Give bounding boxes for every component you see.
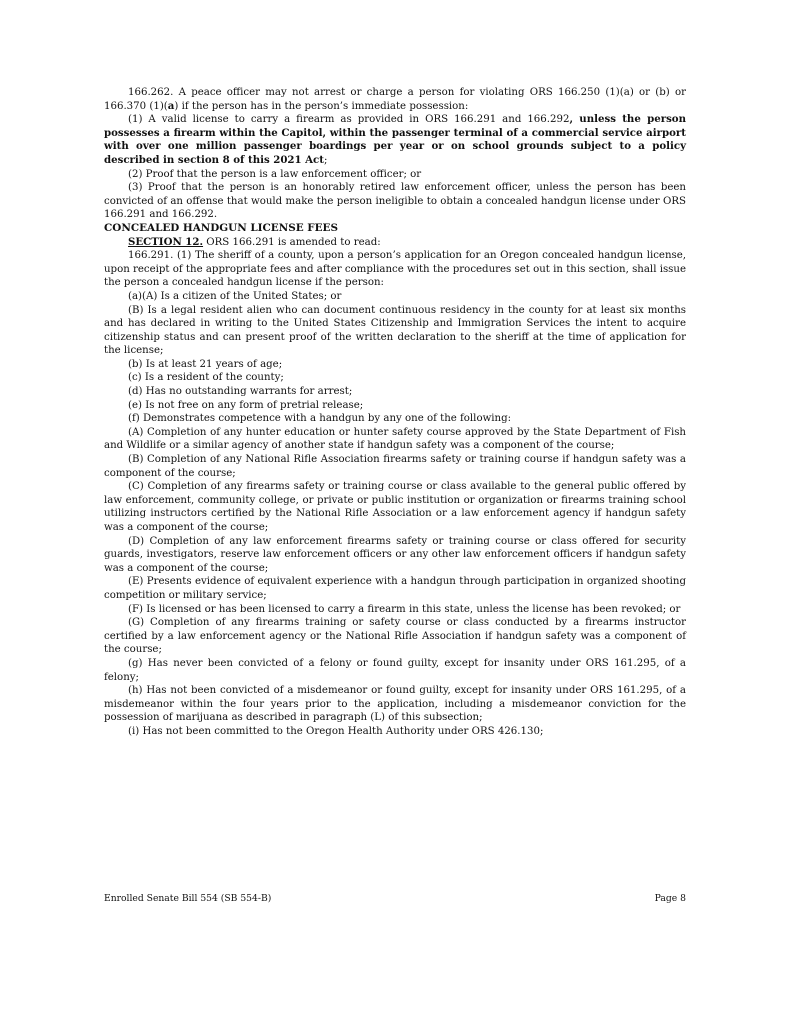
- document-body: [104, 86, 686, 739]
- list-item: (C) Completion of any firearms safety or training course or class available to the general public offered by law enforcement, community college, or private or public institution or organization or firearms training school utilizing instructors certified by the National Rifle Association or a law enforcement agency if handgun safety was a component of the course;: [104, 481, 686, 533]
- item-1: (1) A valid license to carry a firearm as provided in ORS 166.291 and 166.292, unless the person possesses a firearm within the Capitol, within the passenger terminal of a commercial service airport with over one million passenger boardings per year or on school grounds subject to a policy described in section 8 of this 2021 Act;: [104, 113, 687, 166]
- list-item: (D) Completion of any law enforcement firearms safety or training course or class offered for security guards, investigators, reserve law enforcement officers or any other law enforcement officers if handgun safety was a component of the course;: [104, 535, 686, 574]
- list-item: (B) Completion of any National Rifle Association firearms safety or training course if handgun safety was a component of the course;: [104, 454, 686, 479]
- section-heading: CONCEALED HANDGUN LICENSE FEES: [104, 221, 338, 234]
- list-item: (A) Completion of any hunter education or hunter safety course approved by the State Department of Fish and Wildlife or a similar agency of another state if handgun safety was a component of the course;: [104, 426, 686, 452]
- list-item: (G) Completion of any firearms training or safety course or class conducted by a firearms instructor certified by a law enforcement agency or the National Rifle Association if handgun safety was a component of the course;: [104, 617, 686, 656]
- item-3: (3) Proof that the person is an honorably retired law enforcement officer, unless the person has been convicted of an offense that would make the person ineligible to obtain a concealed handgun license under ORS 166.291 and 166.292.: [104, 182, 686, 221]
- list-item: (F) Is licensed or has been licensed to carry a firearm in this state, unless the license has been revoked; or: [128, 603, 681, 615]
- list-item: (B) Is a legal resident alien who can document continuous residency in the county for at least six months and has declared in writing to the United States Citizenship and Immigration Services the intent to acquire citizenship status and can present proof of the written declaration to the sheriff at the time of application for the license;: [104, 304, 686, 357]
- item-2: (2) Proof that the person is a law enforcement officer; or: [128, 168, 422, 180]
- list-item: (g) Has never been convicted of a felony or found guilty, except for insanity under ORS 161.295, of a felony;: [104, 657, 686, 683]
- list-item: (a)(A) Is a citizen of the United States; or: [128, 290, 342, 302]
- list-item: (c) Is a resident of the county;: [128, 372, 284, 384]
- list-item: (E) Presents evidence of equivalent experience with a handgun through participation in organized shooting competition or military service;: [104, 576, 686, 601]
- section-12-intro: SECTION 12. ORS 166.291 is amended to read:: [128, 235, 381, 248]
- list-item: (e) Is not free on any form of pretrial release;: [128, 399, 364, 411]
- page-footer: [104, 893, 686, 904]
- paragraph-166-262: 166.262. A peace officer may not arrest or charge a person for violating ORS 166.250 (1)(a) or (b) or 166.370 (1)(a) if the person has in the person’s immediate possession:: [104, 87, 686, 112]
- paragraph-166-291: 166.291. (1) The sheriff of a county, upon a person’s application for an Oregon concealed handgun license, upon receipt of the appropriate fees and after compliance with the procedures set out in this section, shall issue the person a concealed handgun license if the person:: [104, 250, 686, 289]
- list-item: (f) Demonstrates competence with a handgun by any one of the following:: [128, 413, 512, 425]
- list-item: (i) Has not been committed to the Oregon Health Authority under ORS 426.130;: [128, 725, 544, 737]
- list-item: (b) Is at least 21 years of age;: [128, 358, 283, 370]
- list-item: (h) Has not been convicted of a misdemeanor or found guilty, except for insanity under ORS 161.295, of a misdemeanor within the four years prior to the application, including a misdemeanor conviction for the possession of marijuana as described in paragraph (L) of this subsection;: [104, 685, 686, 724]
- list-item: (d) Has no outstanding warrants for arrest;: [128, 386, 353, 398]
- footer-bill-name: Enrolled Senate Bill 554 (SB 554-B): [104, 893, 272, 904]
- footer-page-number: Page 8: [654, 893, 686, 904]
- section-label: SECTION 12.: [128, 235, 204, 248]
